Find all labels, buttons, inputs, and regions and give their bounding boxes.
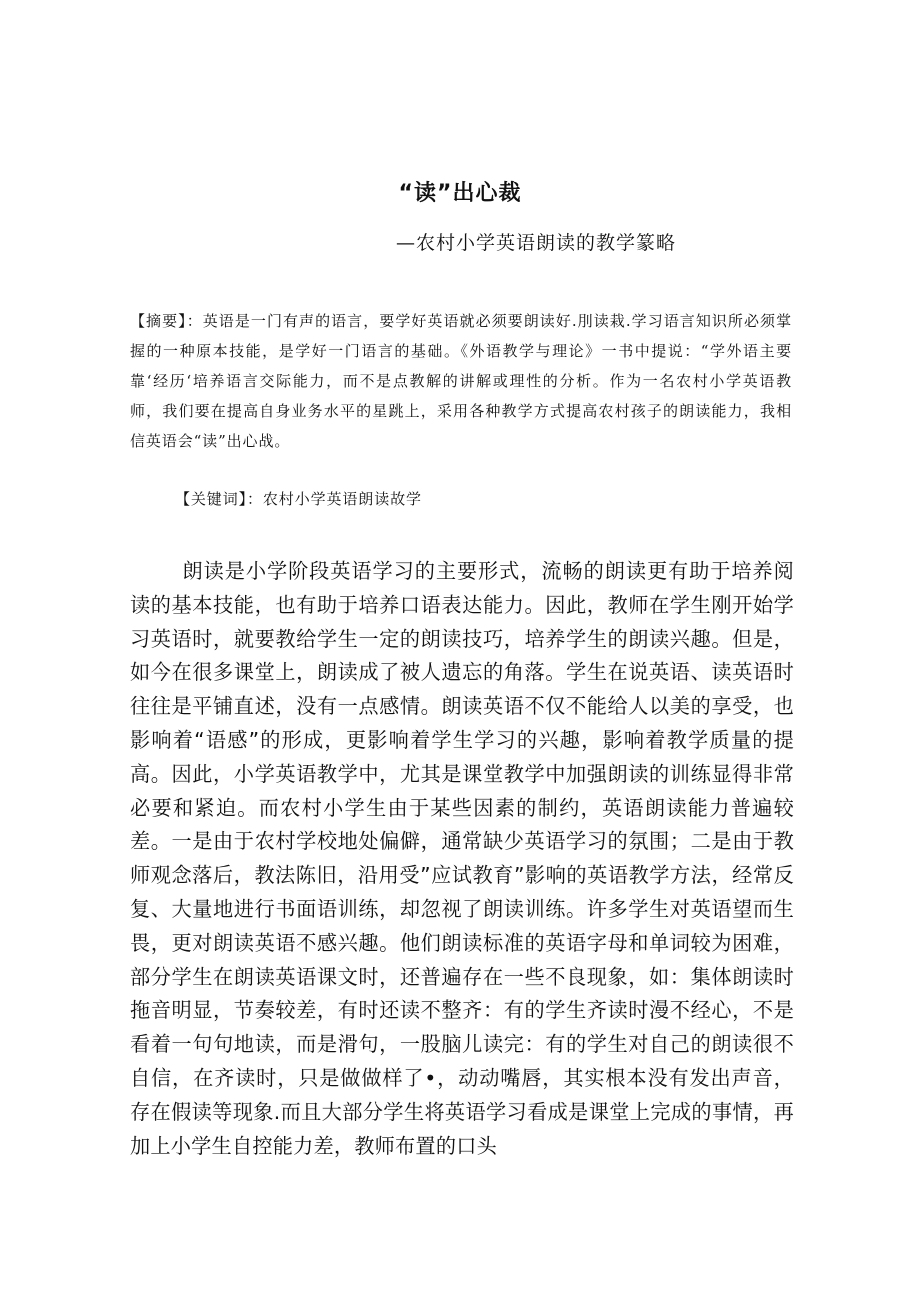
keywords-line [175,484,422,514]
abstract-paragraph [130,306,792,456]
keywords-text: 农村小学英语朗读故学 [262,490,422,508]
abstract-label: 【摘要】： [130,312,203,330]
keywords-label: 【关键词】： [175,490,263,508]
document-title: “读”出心裁 [398,181,522,206]
body-paragraph: 朗读是小学阶段英语学习的主要形式，流畅的朗读更有助于培养阅读的基本技能，也有助于培养口语表达能力。因此，教师在学生刚开始学习英语时，就要教给学生一定的朗读技巧，培养学生的朗读兴趣。但是，如今在很多课堂上，朗读成了被人遗忘的角落。学生在说英语、读英语时往往是平铺直述，没有一点感情。朗读英语不仅不能给人以美的享受，也影响着“语感”的形成，更影响着学生学习的兴趣，影响着教学质量的提高。因此，小学英语教学中，尤其是课堂教学中加强朗读的训练显得非常必要和紧迫。而农村小学生由于某些因素的制约，英语朗读能力普遍较差。一是由于农村学校地处偏僻，通常缺少英语学习的氛围；二是由于教师观念落后，教法陈旧，沿用受”应试教育”影响的英语教学方法，经常反复、大量地进行书面语训练，却忽视了朗读训练。许多学生对英语望而生畏，更对朗读英语不感兴趣。他们朗读标准的英语字母和单词较为困难，部分学生在朗读英语课文时，还普遍存在一些不良现象，如：集体朗读时拖音明显，节奏较差，有时还读不整齐：有的学生齐读时漫不经心，不是看着一句句地读，而是滑句，一股脑儿读完：有的学生对自己的朗读很不自信，在齐读时，只是做做样了•，动动嘴唇，其实根本没有发出声音，存在假读等现象.而且大部分学生将英语学习看成是课堂上完成的事情，再加上小学生自控能力差，教师布置的口头 [130,559,794,1158]
document-subtitle: —农村小学英语朗读的教学篆略 [396,232,677,254]
abstract-text: 英语是一门有声的语言，要学好英语就必须要朗读好.刖读栽.学习语言知识所必须掌握的一种原本技能，是学好一门语言的基础。《外语教学与理论》一书中提说：“学外语主要靠‘经历‘培养语言交际能力，而不是点教解的讲解或理性的分析。作为一名农村小学英语教师，我们要在提高自身业务水平的星跳上，采用各种教学方式提高农村孩子的朗读能力，我相信英语会“读”出心战。 [130,312,792,450]
